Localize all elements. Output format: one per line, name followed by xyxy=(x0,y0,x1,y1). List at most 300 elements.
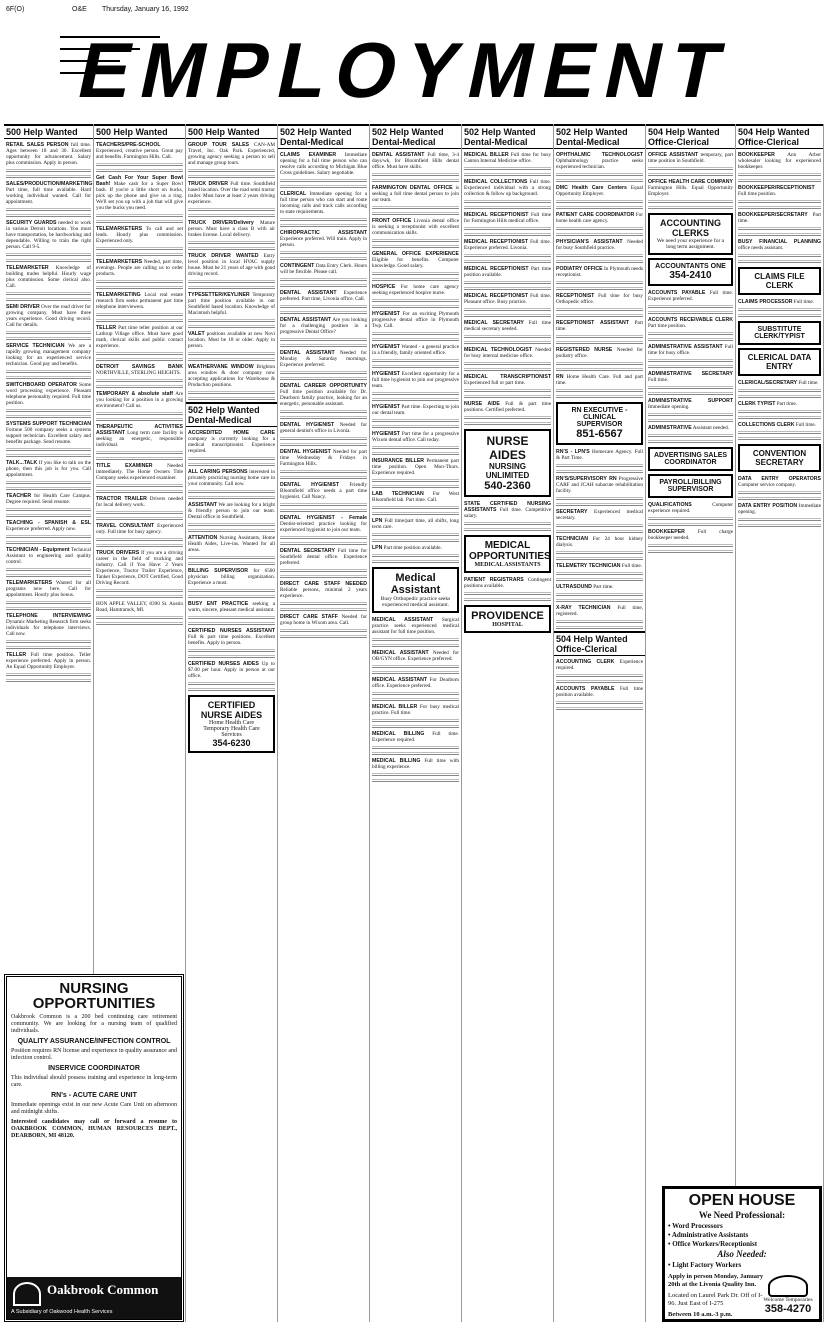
ad-text: Excellent opportunity for a full time hygienist to join our progressive team. xyxy=(372,371,459,389)
ad-body-lines xyxy=(372,244,459,249)
page-number: 6F(O) xyxy=(6,6,25,13)
ad-list xyxy=(186,141,277,401)
ad-text: Full time. xyxy=(648,377,669,383)
ad-list xyxy=(462,576,553,602)
classified-ad xyxy=(370,649,461,663)
ad-body-lines xyxy=(556,463,643,468)
ad-text: Progressive CARF and JCAH subacute rehabilitation facility. xyxy=(556,476,644,494)
ad-text: Immediate opening. xyxy=(738,503,821,515)
ad-body-lines xyxy=(372,670,459,675)
classified-ad xyxy=(186,141,277,167)
ad-heading: LPN xyxy=(372,545,383,551)
ad-text: Full time position. xyxy=(738,191,777,197)
box-title: Medical Assistant xyxy=(390,572,441,596)
ad-heading: MEDICAL COLLECTIONS xyxy=(464,179,528,185)
ad-text: needed to work in various Detroit locations. You must have transportation, be hardworking and dependable. Willing to train the right person. Call 9-5. xyxy=(6,220,92,250)
ad-body-lines xyxy=(372,664,459,669)
ad-body-lines xyxy=(6,252,91,257)
classified-ad xyxy=(736,298,823,306)
ad-list xyxy=(186,429,277,692)
classified-ad xyxy=(278,316,369,336)
ad-text: Part time. xyxy=(556,320,643,332)
nursing-text: Position requires RN license and experience in quality assurance and infection control. xyxy=(11,1048,177,1061)
list-item: • Office Workers/Receptionist xyxy=(668,1240,758,1248)
ad-text: Full time medical secretary needed. xyxy=(464,320,551,332)
ad-body-lines xyxy=(188,621,275,626)
ad-body-lines xyxy=(738,313,821,318)
ad-heading: TEACHER xyxy=(6,493,32,499)
ad-heading: MEDICAL RECEPTIONIST xyxy=(464,212,529,218)
ad-text: HON APPLE VALLEY, 8390 St. Austin Road, Hamtramck, MI. xyxy=(96,601,183,613)
ad-body-lines xyxy=(556,592,643,597)
ad-text: Farmington Hills. Equal Opportunity Employer. xyxy=(648,185,733,197)
ad-text: To call and set leads. Hourly plus commission. Experienced only. xyxy=(96,226,184,244)
ad-body-lines xyxy=(738,253,821,258)
ad-list xyxy=(554,151,645,399)
ad-heading: TECHNICIAN xyxy=(556,536,588,542)
ad-body-lines xyxy=(464,286,551,291)
box-sub: MEDICAL ASSISTANTS xyxy=(474,562,541,568)
ad-heading: TEACHERS/PRE-SCHOOL xyxy=(96,142,161,148)
oakbrook-subtitle: A Subsidiary of Oakwood Health Services xyxy=(11,1309,113,1315)
accounting-clerks-ad xyxy=(648,213,733,255)
classified-ad xyxy=(186,600,277,614)
ad-text: Full time position available. xyxy=(556,686,643,698)
ad-heading: THERAPEUTIC ACTIVITIES ASSISTANT xyxy=(96,424,183,436)
classified-ad xyxy=(462,211,553,225)
ad-text: for Health Care Campus. Degree required. Send resume. xyxy=(6,493,91,505)
ad-text: NORTHVILLE, STERLING HEIGHTS. xyxy=(96,370,181,376)
ad-text: Friendly Bloomfield office needs a part time hygienist. Call Nancy. xyxy=(280,482,367,500)
classified-ad xyxy=(370,283,461,297)
ad-body-lines xyxy=(648,166,733,171)
classified-ad xyxy=(278,613,369,627)
nursing-text: This individual should possess training and experience in long-term care. xyxy=(11,1075,177,1088)
ad-heading: BOOKKEEPER/SECRETARY xyxy=(738,212,808,218)
classified-ad xyxy=(278,547,369,567)
ad-body-lines xyxy=(738,172,821,177)
ad-body-lines xyxy=(96,450,183,455)
ad-body-lines xyxy=(648,331,733,336)
classified-ad xyxy=(370,430,461,444)
ad-heading: TELLER xyxy=(6,652,27,658)
ad-body-lines xyxy=(648,304,733,309)
ad-heading: TRACTOR TRAILER xyxy=(96,496,147,502)
classified-ad xyxy=(554,346,645,360)
classified-ad xyxy=(278,382,369,408)
classified-ad xyxy=(278,580,369,600)
classified-columns xyxy=(4,124,824,1322)
ad-body-lines xyxy=(372,205,459,210)
ad-text: Needed for OB/GYN office. Experience preferred. xyxy=(372,650,459,662)
ad-text: Up to $7.00 per hour. Apply in person at our office. xyxy=(188,661,276,679)
ad-text: Dentist-oriented practice looking for experienced hygienist to join our team. xyxy=(280,521,367,533)
ad-body-lines xyxy=(280,343,367,348)
ad-body-lines xyxy=(6,291,91,296)
ad-text: company is currently looking for a medical transcriptionist. Experience required. xyxy=(188,436,275,454)
ad-body-lines xyxy=(96,537,183,542)
classified-ad xyxy=(370,184,461,204)
ad-text: Part time position available. xyxy=(464,266,551,278)
classified-ad xyxy=(370,250,461,270)
ad-text: Permanent part time position. Open Mon-Thurs. Experience required. xyxy=(372,458,459,476)
ad-heading: ADMINISTRATIVE SECRETARY xyxy=(648,371,733,377)
ad-body-lines xyxy=(6,639,91,644)
ad-body-lines xyxy=(280,256,367,261)
column-6 xyxy=(462,124,554,1322)
ad-heading: FARMINGTON DENTAL OFFICE xyxy=(372,185,453,191)
ad-text: We are looking for a bright & friendly person to join our team. Dental office in Southfield. xyxy=(188,502,276,520)
classified-ad xyxy=(4,612,93,638)
nursing-subhead: RN's - ACUTE CARE UNIT xyxy=(51,1092,137,1099)
classified-ad xyxy=(554,604,645,618)
ad-heading: DATA ENTRY POSITION xyxy=(738,503,798,509)
ad-body-lines xyxy=(556,334,643,339)
ad-body-lines xyxy=(6,678,91,683)
classified-ad xyxy=(278,229,369,249)
ad-body-lines xyxy=(738,259,821,264)
ad-body-lines xyxy=(6,453,91,458)
ad-text: Needed for podiatry office. xyxy=(556,347,643,359)
classified-ad xyxy=(94,291,185,311)
ad-body-lines xyxy=(6,507,91,512)
clerical-data-entry-ad xyxy=(738,348,821,376)
ad-heading: DMC Health Care Centers xyxy=(556,185,627,191)
ad-body-lines xyxy=(464,232,551,237)
ad-body-lines xyxy=(372,772,459,777)
ad-heading: VALET xyxy=(188,331,205,337)
ad-body-lines xyxy=(556,178,643,183)
ad-body-lines xyxy=(96,621,183,626)
ad-text: Full time. Experience preferred. Livonia. xyxy=(464,239,551,251)
nursing-text: Immediate openings exist in our new Acute Care Unit on afternoon and midnight shifts. xyxy=(11,1102,177,1115)
ad-text: Part time. xyxy=(593,584,614,590)
ad-text: Needed for busy Southfield practice. xyxy=(556,239,643,251)
classified-ad xyxy=(554,238,645,252)
ad-text: Experience preferred. Will train. Apply in person. xyxy=(280,236,367,248)
ad-body-lines xyxy=(188,528,275,533)
ad-heading: GENERAL OFFICE EXPERIENCE xyxy=(372,251,459,257)
ad-body-lines xyxy=(372,271,459,276)
ad-body-lines xyxy=(280,217,367,222)
ad-text: Contingent positions available. xyxy=(464,577,552,589)
ad-list xyxy=(554,448,645,630)
ad-body-lines xyxy=(6,600,91,605)
classified-ad xyxy=(4,219,93,251)
ad-list xyxy=(646,289,735,444)
classified-ad xyxy=(4,264,93,290)
ad-list xyxy=(370,616,461,783)
ad-body-lines xyxy=(6,174,91,179)
column-header: 502 Help Wanted Dental-Medical xyxy=(554,124,645,149)
ad-heading: DENTAL CAREER OPPORTUNITY xyxy=(280,383,367,389)
column-header: 504 Help Wanted Office-Clerical xyxy=(736,124,823,149)
ad-text: Nursing Assistants, Home Health Aides, Live-ins. Wanted for all areas. xyxy=(188,535,276,553)
classified-ad xyxy=(278,289,369,303)
ad-text: Brighton area window & door company now accepting applications for Warehouse & Production positions. xyxy=(188,364,275,388)
ad-text: Full charge bookkeeper needed. xyxy=(648,529,733,541)
ad-body-lines xyxy=(648,418,733,423)
oakbrook-logo xyxy=(7,1277,181,1319)
classified-ad xyxy=(554,373,645,387)
ad-heading: TELEMETRY TECHNICIAN xyxy=(556,563,621,569)
list-item: • Light Factory Workers xyxy=(668,1261,742,1269)
ad-body-lines xyxy=(188,681,275,686)
ad-text: Part time teller position at our Lathrup Village office. Must have good math, clerical skills and public contact experience. xyxy=(96,325,184,349)
classified-ad xyxy=(554,508,645,522)
ad-body-lines xyxy=(96,168,183,173)
ad-body-lines xyxy=(464,388,551,393)
ad-body-lines xyxy=(188,615,275,620)
ad-body-lines xyxy=(464,340,551,345)
ad-heading: MEDICAL BILLER xyxy=(372,704,418,710)
ad-text: Ophthalmology practice seeks experienced technician. xyxy=(556,158,643,170)
list-item: • Word Processors xyxy=(668,1222,723,1230)
ad-heading: CHIROPRACTIC ASSISTANT xyxy=(280,230,367,236)
ad-text: Knowledge of building trades helpful. Hourly wage plus commission. Some clerical also. Call. xyxy=(6,265,91,289)
ad-text: temporary, part time position in Southfield. xyxy=(648,152,734,164)
ad-body-lines xyxy=(464,199,551,204)
ad-body-lines xyxy=(188,240,275,245)
classified-ad xyxy=(370,616,461,636)
ad-heading: TEMPORARY & absolute staff xyxy=(96,391,173,397)
column-header: 502 Help Wanted Dental-Medical xyxy=(462,124,553,149)
classified-ad xyxy=(94,363,185,377)
ad-body-lines xyxy=(188,168,275,173)
ad-heading: CLAIMS PROCESSOR xyxy=(738,299,793,305)
ad-body-lines xyxy=(738,388,821,393)
ad-text: Full time. Southfield based location. Over the road semi tractor trailer. Must have at least 2 years driving experience. xyxy=(188,181,275,205)
ad-body-lines xyxy=(280,541,367,546)
open-house-list xyxy=(668,1261,816,1270)
classified-ad xyxy=(186,429,277,455)
certified-nurse-aides-ad xyxy=(188,695,275,753)
ad-body-lines xyxy=(464,259,551,264)
ad-body-lines xyxy=(96,456,183,461)
classified-ad xyxy=(186,627,277,647)
ad-heading: DENTAL ASSISTANT xyxy=(280,290,337,296)
ad-body-lines xyxy=(188,351,275,356)
ad-body-lines xyxy=(96,489,183,494)
ad-heading: PATIENT REGISTRARS xyxy=(464,577,524,583)
classified-ad xyxy=(462,576,553,590)
ad-body-lines xyxy=(556,700,643,705)
ad-body-lines xyxy=(6,513,91,518)
ad-text: Home Health Care. Full and part time. xyxy=(556,374,643,386)
firm-phone: 358-4270 xyxy=(764,1303,812,1315)
ad-text: positions available at new Novi location. Must be 18 or older. Apply in person. xyxy=(188,331,275,349)
ad-body-lines xyxy=(96,357,183,362)
ad-body-lines xyxy=(372,391,459,396)
ad-heading: WEATHERVANE WINDOW xyxy=(188,364,254,370)
ad-body-lines xyxy=(280,568,367,573)
box-phone: 540-2360 xyxy=(484,480,531,492)
ad-heading: SECURITY GUARDS xyxy=(6,220,57,226)
ad-text: Part time. Expecting to join our dental team. xyxy=(372,404,459,416)
classified-ad xyxy=(736,379,823,387)
ad-text: Full time. Experienced individual with a strong collection & follow up background. xyxy=(464,179,551,197)
ad-body-lines xyxy=(556,226,643,231)
ad-text: Long term care facility is seeking an energetic, responsible individual. xyxy=(96,430,184,448)
ad-body-lines xyxy=(280,250,367,255)
ad-heading: REGISTERED NURSE xyxy=(556,347,613,353)
ad-body-lines xyxy=(96,312,183,317)
ad-heading: BUSY ENT PRACTICE xyxy=(188,601,249,607)
ad-body-lines xyxy=(188,318,275,323)
ad-text: Local real estate research firm seeks permanent part time telephone interviewers. xyxy=(96,292,183,310)
ad-text: Full time position available for Dr. Dearborn family practice, looking for an energetic, personable assistant. xyxy=(280,389,367,407)
ad-body-lines xyxy=(556,361,643,366)
ad-heading: MEDICAL RECEPTIONIST xyxy=(464,239,529,245)
ad-text: Full & part time positions. Certified preferred. xyxy=(464,401,551,413)
ad-heading: SEMI DRIVER xyxy=(6,304,40,310)
ad-heading: ADMINISTRATIVE ASSISTANT xyxy=(648,344,723,350)
ad-heading: DIRECT CARE STAFF xyxy=(280,614,338,620)
ad-text: For Dearborn office. Experience preferred. xyxy=(372,677,460,689)
classified-ad xyxy=(736,475,823,489)
ad-body-lines xyxy=(280,535,367,540)
classified-ad xyxy=(94,141,185,161)
ad-text: Experience required. xyxy=(556,659,644,671)
ad-heading: MEDICAL BILLER xyxy=(464,152,509,158)
ad-body-lines xyxy=(372,424,459,429)
classified-ad xyxy=(370,151,461,171)
classified-ad xyxy=(278,421,369,435)
ad-body-lines xyxy=(648,522,733,527)
ad-body-lines xyxy=(96,411,183,416)
ad-text: Part time, full time available. Hard working individual wanted. Call for appointment. xyxy=(6,187,91,205)
ad-text: Some word processing experience. Pleasant telephone personality required. Full time position. xyxy=(6,382,91,406)
classified-ad xyxy=(94,423,185,449)
ad-heading: TYPESETTER/KEYLINER xyxy=(188,292,250,298)
classified-ad xyxy=(736,502,823,516)
ad-body-lines xyxy=(738,436,821,441)
ad-heading: PHYSICIAN'S ASSISTANT xyxy=(556,239,623,245)
ad-heading: RECEPTIONIST ASSISTANT xyxy=(556,320,629,326)
classified-ad xyxy=(370,370,461,390)
ad-body-lines xyxy=(556,556,643,561)
ad-text: Experienced full or part time. xyxy=(464,380,526,386)
ad-text: Full time. xyxy=(793,299,814,305)
ad-heading: RN xyxy=(556,374,564,380)
ad-text: Part time for a progressive Wixom dental office. Call today. xyxy=(372,431,460,443)
classified-ad xyxy=(370,676,461,690)
classified-ad xyxy=(186,180,277,206)
advertising-coordinator-ad xyxy=(648,447,733,471)
ad-heading: ACCOUNTS PAYABLE xyxy=(648,290,706,296)
ad-heading: MEDICAL TECHNOLOGIST xyxy=(464,347,533,353)
open-house-location: Located on Laurel Park Dr. Off of I-96. Just East of I-275 xyxy=(668,1292,763,1307)
ad-body-lines xyxy=(6,375,91,380)
ad-text: Needed immediately. The Home Owners Title Company seeks experienced examiner. xyxy=(96,463,183,481)
ad-body-lines xyxy=(556,280,643,285)
ad-body-lines xyxy=(280,376,367,381)
ad-text: Part time position available. xyxy=(383,545,442,551)
ad-body-lines xyxy=(372,559,459,564)
ad-text: Full time, 3-4 days/wk, for Bloomfield Hills dental office. Must have skills. xyxy=(372,152,459,170)
classified-ad xyxy=(94,324,185,350)
classified-ad xyxy=(370,403,461,417)
ad-heading: CLAIMS EXAMINER xyxy=(280,152,337,158)
box-title: PROVIDENCE xyxy=(471,610,544,622)
ad-list xyxy=(646,151,735,210)
open-house-hours: Between 10 a.m.-3 p.m. xyxy=(668,1311,733,1318)
ad-body-lines xyxy=(648,358,733,363)
ad-body-lines xyxy=(556,307,643,312)
classified-ad xyxy=(554,211,645,225)
ad-list xyxy=(278,151,369,639)
ad-heading: SECRETARY xyxy=(556,509,588,515)
column-header: 500 Help Wanted xyxy=(4,124,93,139)
list-item: • Administrative Assistants xyxy=(668,1231,749,1239)
classified-ad xyxy=(554,685,645,699)
ad-heading: MEDICAL ASSISTANT xyxy=(372,677,428,683)
ad-body-lines xyxy=(96,279,183,284)
classified-ad xyxy=(94,549,185,587)
classified-ad xyxy=(94,462,185,482)
ad-body-lines xyxy=(464,367,551,372)
ad-text: For home health care agency. xyxy=(556,212,644,224)
ad-text: Ann Arbor wholesaler looking for experienced bookkeeper. xyxy=(738,152,821,170)
classified-ad xyxy=(94,522,185,536)
classified-ad xyxy=(462,319,553,333)
box-phone: 851-6567 xyxy=(576,428,623,440)
open-house-heading: We Need Professional: xyxy=(698,1210,786,1220)
ad-text: Full time for busy Canton Internal Medicine office. xyxy=(464,152,551,164)
ad-body-lines xyxy=(372,331,459,336)
ad-body-lines xyxy=(648,412,733,417)
ad-body-lines xyxy=(96,213,183,218)
ad-body-lines xyxy=(556,550,643,555)
ad-body-lines xyxy=(556,523,643,528)
ad-body-lines xyxy=(738,199,821,204)
classified-ad xyxy=(4,459,93,479)
box-title: SUBSTITUTE CLERK/TYPIST xyxy=(754,326,805,340)
classified-ad xyxy=(462,373,553,387)
ad-body-lines xyxy=(556,496,643,501)
ad-body-lines xyxy=(188,555,275,560)
ad-body-lines xyxy=(96,351,183,356)
ad-body-lines xyxy=(648,543,733,548)
ad-heading: TELEMARKETERS xyxy=(96,259,143,265)
ad-body-lines xyxy=(6,645,91,650)
classified-ad xyxy=(4,579,93,599)
classified-ad xyxy=(736,151,823,171)
ad-text: Over the road driver for growing company. Must have three years experience. Good driving record. Call for details. xyxy=(6,304,91,328)
convention-secretary-ad xyxy=(738,444,821,472)
column-7 xyxy=(554,124,646,1322)
ad-body-lines xyxy=(372,511,459,516)
classified-ad xyxy=(370,544,461,552)
classified-ad xyxy=(646,397,735,411)
ad-heading: DENTAL ASSISTANT xyxy=(280,350,335,356)
paper-name: O&E xyxy=(72,6,87,13)
classified-ad xyxy=(554,583,645,591)
ad-body-lines xyxy=(738,490,821,495)
ad-heading: ALL CARING PERSONS xyxy=(188,469,248,475)
ad-body-lines xyxy=(280,508,367,513)
ad-body-lines xyxy=(6,258,91,263)
classified-ad xyxy=(278,514,369,534)
nursing-title: NURSING OPPORTUNITIES xyxy=(32,980,156,1012)
ad-body-lines xyxy=(188,654,275,659)
ad-body-lines xyxy=(280,283,367,288)
ad-body-lines xyxy=(372,643,459,648)
ad-heading: DIRECT CARE STAFF NEEDED xyxy=(280,581,367,587)
ad-text: Full time for Farmington Hills medical office. xyxy=(464,212,551,224)
ad-heading: MEDICAL ASSISTANT xyxy=(372,617,434,623)
classified-ad xyxy=(186,534,277,554)
